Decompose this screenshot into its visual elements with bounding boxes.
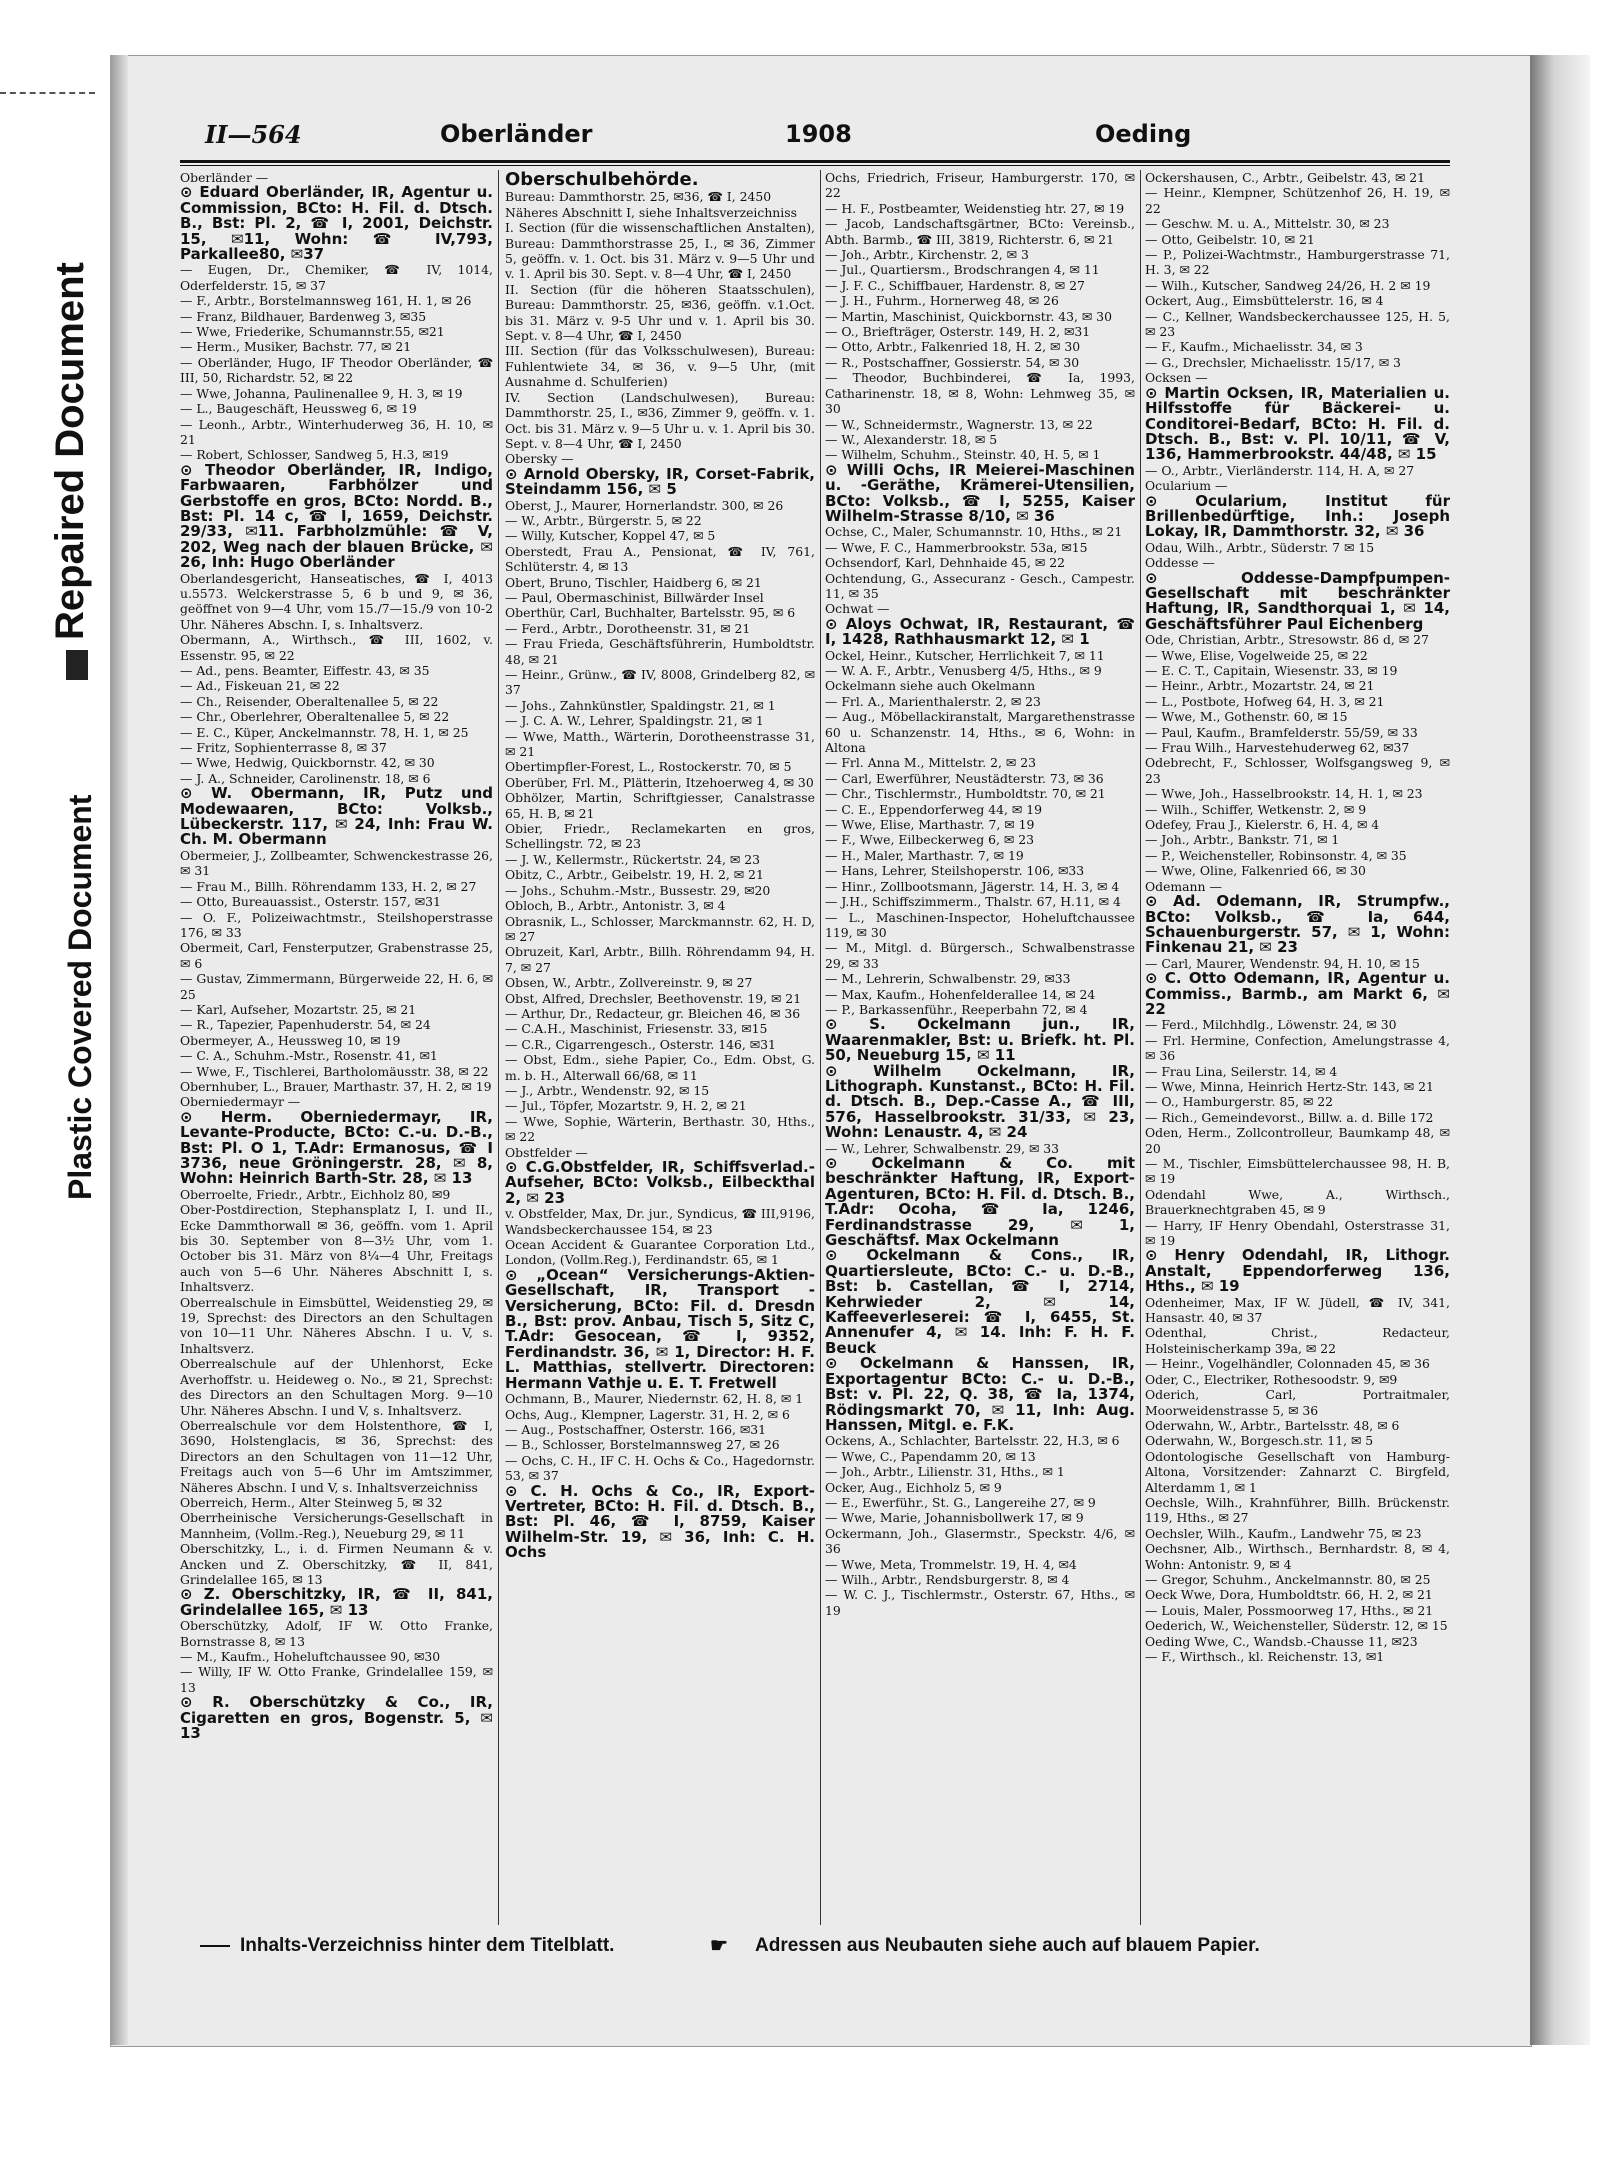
directory-entry: — Heinr., Vogelhändler, Colonnaden 45, ✉ 36 [1145, 1356, 1430, 1372]
header-rule [180, 160, 1450, 163]
header-last-entry: Oeding [1095, 120, 1192, 148]
directory-entry: Odendahl Wwe, A., Wirthsch., Brauerknechtgraben 45, ✉ 9 [1145, 1186, 1450, 1218]
directory-entry: — Jul., Töpfer, Mozartstr. 9, H. 2, ✉ 21 [505, 1098, 747, 1114]
directory-entry: Ochmann, B., Maurer, Niedernstr. 62, H. 8, ✉ 1 [505, 1391, 804, 1407]
directory-entry: — E. C., Küper, Anckelmannstr. 78, H. 1, ✉ 25 [180, 724, 469, 740]
directory-entry: — R., Tapezier, Papenhuderstr. 54, ✉ 24 [180, 1017, 431, 1033]
directory-entry: — Hans, Lehrer, Steilshoperstr. 106, ✉33 [825, 863, 1085, 879]
directory-entry: ⊙ W. Obermann, IR, Putz und Modewaaren, BCto: Volksb., Lübeckerstr. 117, ✉ 24, Inh: Frau W. Ch. M. Obermann [180, 784, 493, 849]
directory-entry: — C. A., Schuhm.-Mstr., Rosenstr. 41, ✉1 [180, 1048, 438, 1064]
directory-entry: Oberreich, Herm., Alter Steinweg 5, ✉ 32 [180, 1494, 443, 1510]
directory-entry: — Eugen, Dr., Chemiker, ☎ IV, 1014, Oderfelderstr. 15, ✉ 37 [180, 262, 493, 293]
repaired-document-stamp: Repaired Document [48, 262, 92, 640]
directory-entry: — O., Arbtr., Vierländerstr. 114, H. A, ✉ 27 [1145, 462, 1415, 478]
footer-new-buildings-note: Adressen aus Neubauten siehe auch auf blauem Papier. [755, 1935, 1260, 1956]
directory-entry: — M., Kaufm., Hoheluftchaussee 90, ✉30 [180, 1649, 441, 1664]
directory-entry: — P., Barkassenführ., Reeperbahn 72, ✉ 4 [825, 1001, 1088, 1017]
directory-entry: Oderwahn, W., Arbtr., Bartelsstr. 48, ✉ 6 [1145, 1417, 1400, 1433]
directory-entry: — J. F. C., Schiffbauer, Hardenstr. 8, ✉ 27 [825, 277, 1085, 293]
directory-entry: ⊙ C.G.Obstfelder, IR, Schiffsverlad.-Aufseher, BCto: Volksb., Eilbeckthal 2, ✉ 23 [505, 1158, 815, 1207]
directory-entry: Odefey, Frau J., Kielerstr. 6, H. 4, ✉ 4 [1145, 817, 1380, 833]
directory-columns [180, 170, 1450, 1925]
directory-entry: — Wwe, C., Papendamm 20, ✉ 13 [825, 1448, 1036, 1464]
directory-entry: I. Section (für die wissenschaftlichen Anstalten), Bureau: Dammthorstrasse 25, I., ✉ 36, Zimmer 5, geöffn. v. 1. Oct. bis 31. März v. 9—5 Uhr und v. 1. April bis 30. Sept. v. 8—4 Uhr, ☎ I, 2450 [505, 220, 815, 282]
directory-entry: — Carl, Ewerführer, Neustädterstr. 73, ✉ 36 [825, 770, 1104, 786]
directory-entry: — Harry, IF Henry Obendahl, Osterstrasse 31, ✉ 19 [1145, 1217, 1450, 1249]
directory-entry: — Wwe, Marie, Johannisbollwerk 17, ✉ 9 [825, 1510, 1084, 1526]
directory-entry: Obermeier, J., Zollbeamter, Schwenckestrasse 26, ✉ 31 [180, 847, 493, 879]
directory-entry: ⊙ Wilhelm Ockelmann, IR, Lithograph. Kunstanst., BCto: H. Fil. d. Dtsch. B., Dep.-Casse A., ☎ III, 576, Hasselbrookstr. 31/33, ✉ 23, Wohn: Lenaustr. 4, ✉ 24 [825, 1061, 1135, 1142]
directory-entry: — L., Maschinen-Inspector, Hoheluftchaussee 119, ✉ 30 [825, 909, 1135, 940]
directory-entry: — M., Tischler, Eimsbüttelerchaussee 98, H. B, ✉ 19 [1145, 1156, 1450, 1187]
directory-entry: Oberüber, Frl. M., Plätterin, Itzehoerweg 4, ✉ 30 [505, 774, 814, 790]
directory-entry: Oberländer — [180, 170, 269, 185]
directory-entry: — H., Maler, Marthastr. 7, ✉ 19 [825, 847, 1024, 863]
directory-entry: ⊙ C. H. Ochs & Co., IR, Export-Vertreter, BCto: H. Fil. d. Dtsch. B., Bst: Pl. 46, ☎ I, 8759, Kaiser Wilhelm-Str. 19, ✉ 36, Inh: C. H. Ochs [505, 1481, 815, 1562]
directory-entry: — O., Briefträger, Osterstr. 149, H. 2, ✉31 [825, 324, 1091, 340]
directory-entry: Ochse, C., Maler, Schumannstr. 10, Hths., ✉ 21 [825, 524, 1123, 540]
directory-entry: Obier, Friedr., Reclamekarten en gros, Schellingstr. 72, ✉ 23 [505, 821, 815, 852]
directory-entry: — C.R., Cigarrengesch., Osterstr. 146, ✉31 [505, 1036, 776, 1052]
directory-entry: — Theodor, Buchbinderei, ☎ Ia, 1993, Catharinenstr. 18, ✉ 8, Wohn: Lehmweg 35, ✉ 30 [825, 370, 1135, 417]
directory-entry: — Chr., Tischlermstr., Humboldtstr. 70, ✉ 21 [825, 786, 1106, 802]
directory-entry: — Hinr., Zollbootsmann, Jägerstr. 14, H. 3, ✉ 4 [825, 878, 1120, 894]
directory-entry: v. Obstfelder, Max, Dr. jur., Syndicus, ☎ III,9196, Wandsbeckerchaussee 154, ✉ 23 [505, 1206, 815, 1237]
directory-entry: — Otto, Geibelstr. 10, ✉ 21 [1145, 231, 1315, 247]
page-header [205, 120, 1450, 160]
directory-entry: — B., Schlosser, Borstelmannsweg 27, ✉ 26 [505, 1437, 780, 1453]
directory-entry: Ochtendung, G., Assecuranz - Gesch., Campestr. 11, ✉ 35 [825, 570, 1135, 601]
directory-entry: — Joh., Arbtr., Kirchenstr. 2, ✉ 3 [825, 247, 1029, 263]
directory-entry: ⊙ R. Oberschützky & Co., IR, Cigaretten en gros, Bogenstr. 5, ✉ 13 [180, 1693, 493, 1743]
directory-entry: ⊙ Z. Oberschitzky, IR, ☎ II, 841, Grindelallee 165, ✉ 13 [180, 1585, 493, 1619]
directory-entry: — Aug., Möbellackiranstalt, Margarethenstrasse 60 u. Schanzenstr. 14, Hths., ✉ 6, Wohn: in Altona [825, 709, 1135, 756]
directory-entry: Obert, Bruno, Tischler, Haidberg 6, ✉ 21 [505, 574, 762, 590]
directory-entry: Odenheimer, Max, IF W. Jüdell, ☎ IV, 341, Hansastr. 40, ✉ 37 [1145, 1294, 1450, 1326]
cut-line [0, 92, 95, 94]
directory-entry: — Wwe, Elise, Marthastr. 7, ✉ 19 [825, 817, 1035, 833]
directory-entry: Ockermann, Joh., Glasermstr., Speckstr. 4/6, ✉ 36 [825, 1525, 1135, 1557]
directory-entry: — Paul, Kaufm., Bramfelderstr. 55/59, ✉ 33 [1145, 724, 1418, 740]
directory-entry: — C.A.H., Maschinist, Friesenstr. 33, ✉15 [505, 1021, 768, 1037]
column-4 [1145, 170, 1450, 1925]
directory-entry: — Arthur, Dr., Redacteur, gr. Bleichen 46, ✉ 36 [505, 1005, 801, 1021]
directory-entry: — Wwe, F. C., Hammerbrookstr. 53a, ✉15 [825, 539, 1088, 555]
arrow-icon [200, 1945, 230, 1947]
directory-entry: — Gustav, Zimmermann, Bürgerweide 22, H. 6, ✉ 25 [180, 971, 493, 1002]
directory-entry: — F., Wwe, Eilbeckerweg 6, ✉ 23 [825, 832, 1034, 848]
directory-entry: — F., Wirthsch., kl. Reichenstr. 13, ✉1 [1145, 1649, 1385, 1664]
directory-entry: — J. A., Schneider, Carolinenstr. 18, ✉ 6 [180, 770, 431, 786]
directory-entry: Bureau: Dammthorstr. 25, ✉36, ☎ I, 2450 [505, 189, 772, 205]
directory-entry: Oechsner, Alb., Wirthsch., Bernhardstr. 8, ✉ 4, Wohn: Antonistr. 9, ✉ 4 [1145, 1541, 1450, 1572]
directory-entry: Oederich, W., Weichensteller, Süderstr. 12, ✉ 15 [1145, 1618, 1448, 1634]
directory-entry: — Ch., Reisender, Oberaltenallee 5, ✉ 22 [180, 693, 439, 709]
directory-entry: — Louis, Maler, Possmoorweg 17, Hths., ✉ 21 [1145, 1602, 1434, 1618]
directory-entry: Oberrealschule auf der Uhlenhorst, Ecke Averhoffstr. u. Heideweg o. No., ✉ 21, Sprechst: des Directors an den Schultagen Morg. 9—10 Uhr. Näheres Abschn. I und V, s. Inhaltsverz. [180, 1356, 493, 1418]
directory-entry: — G., Drechsler, Michaelisstr. 15/17, ✉ 3 [1145, 354, 1401, 370]
directory-entry: — R., Postschaffner, Gossierstr. 54, ✉ 30 [825, 354, 1080, 370]
directory-entry: — Herm., Musiker, Bachstr. 77, ✉ 21 [180, 339, 412, 355]
directory-entry: Oberschulbehörde. [505, 170, 699, 190]
directory-entry: Obitz, C., Arbtr., Geibelstr. 19, H. 2, ✉ 21 [505, 867, 764, 883]
directory-entry: — J. C. A. W., Lehrer, Spaldingstr. 21, ✉ 1 [505, 713, 764, 729]
directory-entry: ⊙ Arnold Obersky, IR, Corset-Fabrik, Steindamm 156, ✉ 5 [505, 464, 815, 499]
directory-entry: — W., Alexanderstr. 18, ✉ 5 [825, 431, 998, 447]
column-divider [820, 170, 821, 1925]
pointing-hand-icon: ☛ [710, 1935, 728, 1957]
plastic-covered-stamp: Plastic Covered Document [62, 794, 98, 1200]
column-1 [180, 170, 493, 1925]
directory-entry: Obstfelder — [505, 1144, 588, 1160]
directory-entry: ⊙ Ockelmann & Hanssen, IR, Exportagentur BCto: C.- u. D.-B., Bst: v. Pl. 22, Q. 38, ☎ Ia, 1374, Rödingsmarkt 70, ✉ 11, Inh: Aug. Hanssen, Mitgl. e. F.K. [825, 1354, 1135, 1434]
directory-entry: — J., Arbtr., Wendenstr. 92, ✉ 15 [505, 1082, 710, 1098]
directory-entry: — Heinr., Arbtr., Mozartstr. 24, ✉ 21 [1145, 678, 1375, 694]
directory-entry: ⊙ Ad. Odemann, IR, Strumpfw., BCto: Volksb., ☎ Ia, 644, Schauenburgerstr. 57, ✉ 1, Wohn: Finkenau 21, ✉ 23 [1145, 892, 1450, 957]
directory-entry: — Heinr., Grünw., ☎ IV, 8008, Grindelberg 82, ✉ 37 [505, 667, 815, 698]
directory-entry: — H. F., Postbeamter, Weidenstieg htr. 27, ✉ 19 [825, 200, 1125, 216]
directory-entry: Oberniedermayr — [180, 1094, 301, 1110]
directory-entry: — Obst, Edm., siehe Papier, Co., Edm. Obst, G. m. b. H., Alterwall 66/68, ✉ 11 [505, 1052, 815, 1083]
directory-entry: ⊙ Eduard Oberländer, IR, Agentur u. Commission, BCto: H. Fil. d. Dtsch. B., Bst: Pl. 2, ☎ I, 2001, Deichstr. 15, ✉11, Wohn: ☎ IV,793, Parkallee80, ✉37 [180, 183, 493, 264]
directory-entry: — P., Weichensteller, Robinsonstr. 4, ✉ 35 [1145, 847, 1407, 863]
directory-entry: Obhölzer, Martin, Schriftgiesser, Canalstrasse 65, H. B, ✉ 21 [505, 790, 815, 821]
directory-entry: — Gregor, Schuhm., Anckelmannstr. 80, ✉ 25 [1145, 1571, 1431, 1587]
directory-entry: Obermann, A., Wirthsch., ☎ III, 1602, v. Essenstr. 95, ✉ 22 [180, 632, 493, 663]
directory-entry: — J.H., Schiffszimmerm., Thalstr. 67, H.11, ✉ 4 [825, 894, 1121, 910]
directory-entry: — Frau Wilh., Harvestehuderweg 62, ✉37 [1145, 740, 1410, 756]
directory-entry: — Wwe, Hedwig, Quickbornstr. 42, ✉ 30 [180, 755, 435, 771]
directory-entry: — L., Baugeschäft, Heussweg 6, ✉ 19 [180, 401, 417, 417]
directory-entry: ⊙ „Ocean“ Versicherungs-Aktien-Gesellschaft, IR, Transport - Versicherung, BCto: Fil. d. Dresdn B., Bst: prov. Anbau, Tisch 5, Sitz C, T.Adr: Gesocean, ☎ I, 9352, Ferdinandstr. 36, ✉ 1, Director: H. F. L. Matthias, stellvertr. Directoren: Hermann Vathje u. E. T. Fretwell [505, 1265, 815, 1392]
page-shadow [1530, 55, 1590, 2045]
directory-entry: ⊙ Ockelmann & Co. mit beschränkter Haftung, IR, Export-Agenturen, BCto: H. Fil. d. Dtsch. B., T.Adr: Ocoha, ☎ Ia, 1246, Ferdinandstrasse 29, ✉ 1, Geschäftsf. Max Ockelmann [825, 1154, 1135, 1250]
directory-entry: — Wwe, Johanna, Paulinenallee 9, H. 3, ✉ 19 [180, 385, 463, 401]
directory-entry: III. Section (für das Volksschulwesen), Bureau: Fuhlentwiete 34, ✉ 36, v. 9—5 Uhr, (mit Ausnahme d. Schulferien) [505, 343, 815, 390]
directory-entry: — Wwe, Minna, Heinrich Hertz-Str. 143, ✉ 21 [1145, 1078, 1434, 1094]
directory-entry: — M., Mitgl. d. Bürgersch., Schwalbenstrasse 29, ✉ 33 [825, 940, 1135, 971]
directory-entry: Ochs, Friedrich, Friseur, Hamburgerstr. 170, ✉ 22 [825, 170, 1135, 201]
directory-entry: Oderich, Carl, Portraitmaler, Moorweidenstrasse 5, ✉ 36 [1145, 1387, 1450, 1418]
directory-entry: Oberrealschule vor dem Holstenthore, ☎ I, 3690, Holstenglacis, ✉ 36, Sprechst: des Directors an den Schultagen von 11—12 Uhr, Freitags auch von 5—6 Uhr im Amtszimmer, Näheres Abschn. I und V, s. Inhaltsverzeichniss [180, 1417, 493, 1495]
column-divider [498, 170, 499, 1925]
directory-entry: — Heinr., Klempner, Schützenhof 26, H. 19, ✉ 22 [1145, 185, 1450, 216]
directory-entry: — W. A. F., Arbtr., Venusberg 4/5, Hths., ✉ 9 [825, 663, 1102, 678]
directory-entry: Oberroelte, Friedr., Arbtr., Eichholz 80, ✉9 [180, 1186, 451, 1202]
directory-entry: — Joh., Arbtr., Bankstr. 71, ✉ 1 [1145, 832, 1340, 848]
directory-entry: Obersky — [505, 451, 574, 467]
directory-entry: Ockert, Aug., Eimsbüttelerstr. 16, ✉ 4 [1145, 293, 1384, 309]
directory-entry: — Ad., Fiskeuan 21, ✉ 22 [180, 678, 340, 694]
directory-entry: — W., Arbtr., Bürgerstr. 5, ✉ 22 [505, 512, 702, 528]
directory-entry: Ockershausen, C., Arbtr., Geibelstr. 43, ✉ 21 [1145, 170, 1426, 185]
directory-entry: Obruzeit, Karl, Arbtr., Billh. Röhrendamm 94, H. 7, ✉ 27 [505, 944, 815, 975]
directory-entry: — W., Schneidermstr., Wagnerstr. 13, ✉ 22 [825, 416, 1093, 432]
directory-entry: Obernhuber, L., Brauer, Marthastr. 37, H. 2, ✉ 19 [180, 1078, 492, 1094]
directory-entry: Ocularium — [1145, 478, 1228, 494]
directory-entry: — Wwe, Matth., Wärterin, Dorotheenstrasse 31, ✉ 21 [505, 728, 815, 760]
directory-entry: Oder, C., Electriker, Rothesoodstr. 9, ✉9 [1145, 1371, 1398, 1387]
directory-entry: — Wilhelm, Schuhm., Steinstr. 40, H. 5, ✉ 1 [825, 447, 1101, 463]
directory-entry: — P., Polizei-Wachtmstr., Hamburgerstrasse 71, H. 3, ✉ 22 [1145, 247, 1450, 278]
directory-entry: Obloch, B., Arbtr., Antonistr. 3, ✉ 4 [505, 898, 726, 914]
directory-entry: ⊙ Herm. Oberniedermayr, IR, Levante-Producte, BCto: C.-u. D.-B., Bst: Pl. O 1, T.Adr: Ermanosus, ☎ I 3736, neue Gröningerstr. 28, ✉ 8, Wohn: Heinrich Barth-Str. 28, ✉ 13 [180, 1107, 493, 1188]
header-first-entry: Oberländer [440, 120, 593, 148]
directory-entry: — C., Kellner, Wandsbeckerchaussee 125, H. 5, ✉ 23 [1145, 308, 1450, 340]
directory-entry: Oeding Wwe, C., Wandsb.-Chausse 11, ✉23 [1145, 1633, 1418, 1649]
directory-entry: ⊙ Aloys Ochwat, IR, Restaurant, ☎ I, 1428, Rathhausmarkt 12, ✉ 1 [825, 614, 1135, 649]
directory-entry: — Fritz, Sophienterrasse 8, ✉ 37 [180, 740, 387, 756]
directory-entry: — E., Ewerführ., St. G., Langereihe 27, ✉ 9 [825, 1494, 1096, 1510]
directory-entry: — Robert, Schlosser, Sandweg 5, H.3, ✉19 [180, 447, 449, 463]
directory-entry: — C. E., Eppendorferweg 44, ✉ 19 [825, 801, 1043, 817]
directory-entry: II. Section (für die höheren Staatsschulen), Bureau: Dammthorstr. 25, ✉36, geöffn. v.1.Oct. bis 31. März v. 9-5 Uhr und v. 1. April bis 30. Sept. v. 8—4 Uhr, ☎ I, 2450 [505, 281, 815, 344]
directory-entry: Ochwat — [825, 601, 890, 617]
directory-entry: Oberstedt, Frau A., Pensionat, ☎ IV, 761, Schlüterstr. 4, ✉ 13 [505, 543, 815, 575]
directory-entry: — Wwe, Elise, Vogelweide 25, ✉ 22 [1145, 647, 1368, 663]
directory-entry: Obsen, W., Arbtr., Zollvereinstr. 9, ✉ 27 [505, 975, 753, 991]
directory-entry: — Johs., Zahnkünstler, Spaldingstr. 21, ✉ 1 [505, 697, 776, 713]
directory-entry: — Wwe, Sophie, Wärterin, Berthastr. 30, Hths., ✉ 22 [505, 1113, 815, 1145]
directory-entry: Odebrecht, F., Schlosser, Wolfsgangsweg 9, ✉ 23 [1145, 755, 1450, 786]
directory-entry: — W., Lehrer, Schwalbenstr. 29, ✉ 33 [825, 1140, 1060, 1156]
directory-entry: Ockel, Heinr., Kutscher, Herrlichkeit 7, ✉ 11 [825, 647, 1105, 663]
directory-entry: Oberlandesgericht, Hanseatisches, ☎ I, 4013 u.5573. Welckerstrasse 5, 6 b und 9, ✉ 36, geöffnet von 9—4 Uhr, vom 15./7—15./9 von 10-2 Uhr. Näheres Abschn. I, s. Inhaltsverz. [180, 570, 493, 632]
directory-entry: — Frl. Anna M., Mittelstr. 2, ✉ 23 [825, 755, 1036, 771]
directory-entry: Ockens, A., Schlachter, Bartelsstr. 22, H.3, ✉ 6 [825, 1433, 1120, 1449]
directory-entry: ⊙ Willi Ochs, IR Meierei-Maschinen u. -Geräthe, Krämerei-Utensilien, BCto: Volksb., ☎ I, 5255, Kaiser Wilhelm-Strasse 8/10, ✉ 36 [825, 460, 1135, 525]
directory-entry: — Frau Lina, Seilerstr. 14, ✉ 4 [1145, 1063, 1338, 1079]
directory-entry: Ochsendorf, Karl, Dehnhaide 45, ✉ 22 [825, 555, 1065, 571]
directory-entry: — Wwe, M., Gothenstr. 60, ✉ 15 [1145, 709, 1348, 725]
directory-entry: — O. F., Polizeiwachtmstr., Steilshoperstrasse 176, ✉ 33 [180, 909, 493, 940]
directory-entry: Näheres Abschnitt I, siehe Inhaltsverzeichniss [505, 204, 797, 220]
directory-entry: Oechsle, Wilh., Krahnführer, Billh. Brückenstr. 119, Hths., ✉ 27 [1145, 1494, 1450, 1526]
directory-entry: — Franz, Bildhauer, Bardenweg 3, ✉35 [180, 308, 427, 324]
directory-entry: Oberthür, Carl, Buchhalter, Bartelsstr. 95, ✉ 6 [505, 605, 796, 621]
directory-entry: Ode, Christian, Arbtr., Stresowstr. 86 d, ✉ 27 [1145, 632, 1429, 648]
directory-entry: — Ochs, C. H., IF C. H. Ochs & Co., Hagedornstr. 53, ✉ 37 [505, 1452, 815, 1484]
directory-entry: Odau, Wilh., Arbtr., Süderstr. 7 ✉ 15 [1145, 539, 1375, 555]
directory-entry: Odontologische Gesellschaft von Hamburg-Altona, Vorsitzender: Zahnarzt C. Birgfeld, Alterdamm 1, ✉ 1 [1145, 1448, 1450, 1495]
directory-entry: Odenthal, Christ., Redacteur, Holsteinischerkamp 39a, ✉ 22 [1145, 1325, 1450, 1356]
directory-entry: — Aug., Postschaffner, Osterstr. 166, ✉31 [505, 1421, 767, 1437]
directory-entry: — Frau Frieda, Geschäftsführerin, Humboldtstr. 48, ✉ 21 [505, 636, 815, 667]
directory-entry: ⊙ Oddesse-Dampfpumpen-Gesellschaft mit beschränkter Haftung, IR, Sandthorquai 1, ✉ 14, Geschäftsführer Paul Eichenberg [1145, 568, 1450, 633]
directory-entry: Oeck Wwe, Dora, Humboldtstr. 66, H. 2, ✉ 21 [1145, 1587, 1433, 1603]
directory-entry: ⊙ Martin Ocksen, IR, Materialien u. Hilfsstoffe für Bäckerei- u. Conditorei-Bedarf, BCto: H. Fil. d. Dtsch. B., Bst: v. Pl. 10/11, ☎ V, 136, Hammerbrookstr. 44/48, ✉ 15 [1145, 383, 1450, 464]
column-divider [1140, 170, 1141, 1925]
directory-entry: IV. Section (Landschulwesen), Bureau: Dammthorstr. 25, I., ✉36, Zimmer 9, geöffn. v. 1. Oct. bis 31. März v. 9—5 Uhr u. v. 1. April bis 30. Sept. v. 8—4 Uhr, ☎ I, 2450 [505, 389, 815, 451]
directory-entry: — Chr., Oberlehrer, Oberaltenallee 5, ✉ 22 [180, 709, 450, 725]
directory-entry: — Wwe, Oline, Falkenried 66, ✉ 30 [1145, 863, 1366, 879]
directory-entry: Obertimpfler-Forest, L., Rostockerstr. 70, ✉ 5 [505, 759, 792, 775]
directory-entry: Ocean Accident & Guarantee Corporation Ltd., London, (Vollm.Reg.), Ferdinandstr. 65, ✉ 1 [505, 1237, 815, 1268]
directory-entry: Oddesse — [1145, 555, 1215, 571]
directory-entry: — Otto, Bureauassist., Osterstr. 157, ✉31 [180, 894, 441, 910]
directory-entry: Ockelmann siehe auch Okelmann [825, 678, 1036, 694]
page-footer [200, 1935, 1450, 1965]
directory-entry: — Joh., Arbtr., Lilienstr. 31, Hths., ✉ 1 [825, 1464, 1065, 1480]
directory-entry: ⊙ Ocularium, Institut für Brillenbedürftige, Inh.: Joseph Lokay, IR, Dammthorstr. 32, ✉ 36 [1145, 491, 1450, 541]
directory-entry: — Frl. Hermine, Confection, Amelungstrasse 4, ✉ 36 [1145, 1032, 1450, 1064]
directory-entry: ⊙ C. Otto Odemann, IR, Agentur u. Commiss., Barmb., am Markt 6, ✉ 22 [1145, 969, 1450, 1018]
directory-entry: — Max, Kaufm., Hohenfelderallee 14, ✉ 24 [825, 986, 1096, 1002]
directory-entry: — J. W., Kellermstr., Rückertstr. 24, ✉ 23 [505, 851, 760, 867]
directory-entry: — Ferd., Milchhdlg., Löwenstr. 24, ✉ 30 [1145, 1017, 1397, 1033]
directory-entry: — F., Arbtr., Borstelmannsweg 161, H. 1, ✉ 26 [180, 293, 472, 309]
directory-entry: Odemann — [1145, 878, 1222, 894]
directory-entry: — L., Postbote, Hofweg 64, H. 3, ✉ 21 [1145, 693, 1385, 709]
directory-entry: — Wilh., Kutscher, Sandweg 24/26, H. 2 ✉ 19 [1145, 277, 1431, 293]
directory-entry: — Willy, Kutscher, Koppel 47, ✉ 5 [505, 528, 716, 544]
directory-entry: — Leonh., Arbtr., Winterhuderweg 36, H. 10, ✉ 21 [180, 416, 493, 447]
directory-entry: Oberschitzky, L., i. d. Firmen Neumann & v. Ancken und Z. Oberschitzky, ☎ II, 841, Grindelallee 165, ✉ 13 [180, 1541, 493, 1587]
directory-entry: — Otto, Arbtr., Falkenried 18, H. 2, ✉ 30 [825, 339, 1081, 355]
directory-entry: Ober-Postdirection, Stephansplatz I, I. und II., Ecke Dammthorwall ✉ 36, geöffn. vom 1. April bis 30. September von 8—3½ Uhr, vom 1. October bis 31. März von 8¼—4 Uhr, Freitags auch von 5—6 Uhr. Näheres Abschnitt I, s. Inhaltsverz. [180, 1202, 493, 1295]
directory-entry: Oberrheinische Versicherungs-Gesellschaft in Mannheim, (Vollm.-Reg.), Neueburg 29, ✉ 11 [180, 1510, 493, 1541]
directory-entry: Oden, Herm., Zollcontrolleur, Baumkamp 48, ✉ 20 [1145, 1125, 1450, 1156]
directory-entry: Oberschützky, Adolf, IF W. Otto Franke, Bornstrasse 8, ✉ 13 [180, 1618, 493, 1649]
directory-entry: — M., Lehrerin, Schwalbenstr. 29, ✉33 [825, 971, 1071, 987]
directory-entry: — Ferd., Arbtr., Dorotheenstr. 31, ✉ 21 [505, 620, 751, 636]
directory-entry: — Wwe, Meta, Trommelstr. 19, H. 4, ✉4 [825, 1556, 1077, 1572]
directory-entry: — W. C. J., Tischlermstr., Osterstr. 67, Hths., ✉ 19 [825, 1587, 1135, 1618]
directory-entry: — Wwe, Joh., Hasselbrookstr. 14, H. 1, ✉ 23 [1145, 786, 1423, 802]
directory-entry: — Wwe, F., Tischlerei, Bartholomäusstr. 38, ✉ 22 [180, 1063, 489, 1079]
column-2 [505, 170, 815, 1925]
directory-entry: Ocker, Aug., Eichholz 5, ✉ 9 [825, 1479, 1002, 1495]
directory-entry: Oberst, J., Maurer, Hornerlandstr. 300, ✉ 26 [505, 497, 784, 513]
directory-entry: — Johs., Schuhm.-Mstr., Bussestr. 29, ✉20 [505, 882, 771, 898]
directory-entry: — Ad., pens. Beamter, Eiffestr. 43, ✉ 35 [180, 663, 430, 678]
directory-entry: — Carl, Maurer, Wendenstr. 94, H. 10, ✉ 15 [1145, 955, 1420, 971]
directory-entry: — Oberländer, Hugo, IF Theodor Oberländer, ☎ III, 50, Richardstr. 52, ✉ 22 [180, 354, 493, 386]
directory-entry: — Rich., Gemeindevorst., Billw. a. d. Bille 172 [1145, 1109, 1434, 1125]
directory-entry: — Frau M., Billh. Röhrendamm 133, H. 2, ✉ 27 [180, 878, 477, 894]
directory-entry: Obrasnik, L., Schlosser, Marckmannstr. 62, H. D, ✉ 27 [505, 913, 815, 944]
footer-index-note: Inhalts-Verzeichniss hinter dem Titelblatt. [240, 1935, 615, 1956]
directory-entry: — F., Kaufm., Michaelisstr. 34, ✉ 3 [1145, 339, 1363, 355]
directory-entry: Oderwahn, W., Borgesch.str. 11, ✉ 5 [1145, 1433, 1374, 1449]
header-year: 1908 [785, 120, 852, 148]
directory-entry: — Wilh., Schiffer, Wetkenstr. 2, ✉ 9 [1145, 801, 1367, 817]
page-number: II—564 [205, 120, 302, 149]
directory-entry: ⊙ Theodor Oberländer, IR, Indigo, Farbwaaren, Farbhölzer und Gerbstoffe en gros, BCto: Nordd. B., Bst: Pl. 14 c, ☎ I, 1659, Deichstr. 29/33, ✉11. Farbholzmühle: ☎ V, 202, Weg nach der blauen Brücke, ✉ 26, Inh: Hugo Oberländer [180, 460, 493, 572]
directory-entry: ⊙ S. Ockelmann jun., IR, Waarenmakler, Bst: u. Briefk. ht. Pl. 50, Neueburg 15, ✉ 11 [825, 1015, 1135, 1065]
directory-entry: Ocksen — [1145, 370, 1208, 386]
directory-entry: — Martin, Maschinist, Quickbornstr. 43, ✉ 30 [825, 308, 1112, 324]
directory-entry: — Jacob, Landschaftsgärtner, BCto: Vereinsb., Abth. Barmb., ☎ III, 3819, Richterstr. 6, ✉ 21 [825, 216, 1135, 247]
directory-entry: ⊙ Ockelmann & Cons., IR, Quartiersleute, BCto: C.- u. D.-B., Bst: b. Castellan, ☎ I, 2714, Kehrwieder 2, ✉ 14, Kaffeeverleserei: ☎ I, 6455, St. Annenufer 4, ✉ 14. Inh: F. H. F. Beuck [825, 1246, 1135, 1357]
directory-entry: — Jul., Quartiersm., Brodschrangen 4, ✉ 11 [825, 262, 1100, 278]
directory-entry: Oberrealschule in Eimsbüttel, Weidenstieg 29, ✉ 19, Sprechst: des Directors an den Schultagen von 10—11 Uhr. Näheres Abschn. I u. V, s. Inhaltsverz. [180, 1294, 493, 1356]
directory-entry: — O., Hamburgerstr. 85, ✉ 22 [1145, 1094, 1334, 1110]
directory-entry: — E. C. T., Capitain, Wiesenstr. 33, ✉ 19 [1145, 663, 1398, 678]
directory-entry: — Frl. A., Marienthalerstr. 2, ✉ 23 [825, 693, 1041, 709]
scan-sidebar [0, 0, 100, 2177]
directory-entry: — Paul, Obermaschinist, Billwärder Insel [505, 589, 764, 605]
directory-entry: — Wwe, Friederike, Schumannstr.55, ✉21 [180, 324, 445, 340]
directory-entry: Oechsler, Wilh., Kaufm., Landwehr 75, ✉ 23 [1145, 1525, 1422, 1541]
directory-entry: Obermeyer, A., Heussweg 10, ✉ 19 [180, 1032, 401, 1048]
directory-entry: Obermeit, Carl, Fensterputzer, Grabenstrasse 25, ✉ 6 [180, 940, 493, 971]
directory-entry: Ochs, Aug., Klempner, Lagerstr. 31, H. 2, ✉ 6 [505, 1406, 790, 1422]
header-rule-thin [180, 165, 1450, 166]
directory-entry: — Willy, IF W. Otto Franke, Grindelallee 159, ✉ 13 [180, 1664, 493, 1695]
directory-entry: — J. H., Fuhrm., Hornerweg 48, ✉ 26 [825, 293, 1059, 309]
column-3 [825, 170, 1135, 1925]
page-binding-edge [110, 55, 128, 2045]
stamp-divider [66, 650, 88, 680]
directory-entry: — Karl, Aufseher, Mozartstr. 25, ✉ 21 [180, 1001, 417, 1017]
directory-entry: — Geschw. M. u. A., Mittelstr. 30, ✉ 23 [1145, 216, 1390, 232]
directory-entry: ⊙ Henry Odendahl, IR, Lithogr. Anstalt, Eppendorferweg 136, Hths., ✉ 19 [1145, 1246, 1450, 1296]
directory-entry: Obst, Alfred, Drechsler, Beethovenstr. 19, ✉ 21 [505, 990, 802, 1006]
directory-entry: — Wilh., Arbtr., Rendsburgerstr. 8, ✉ 4 [825, 1571, 1070, 1587]
